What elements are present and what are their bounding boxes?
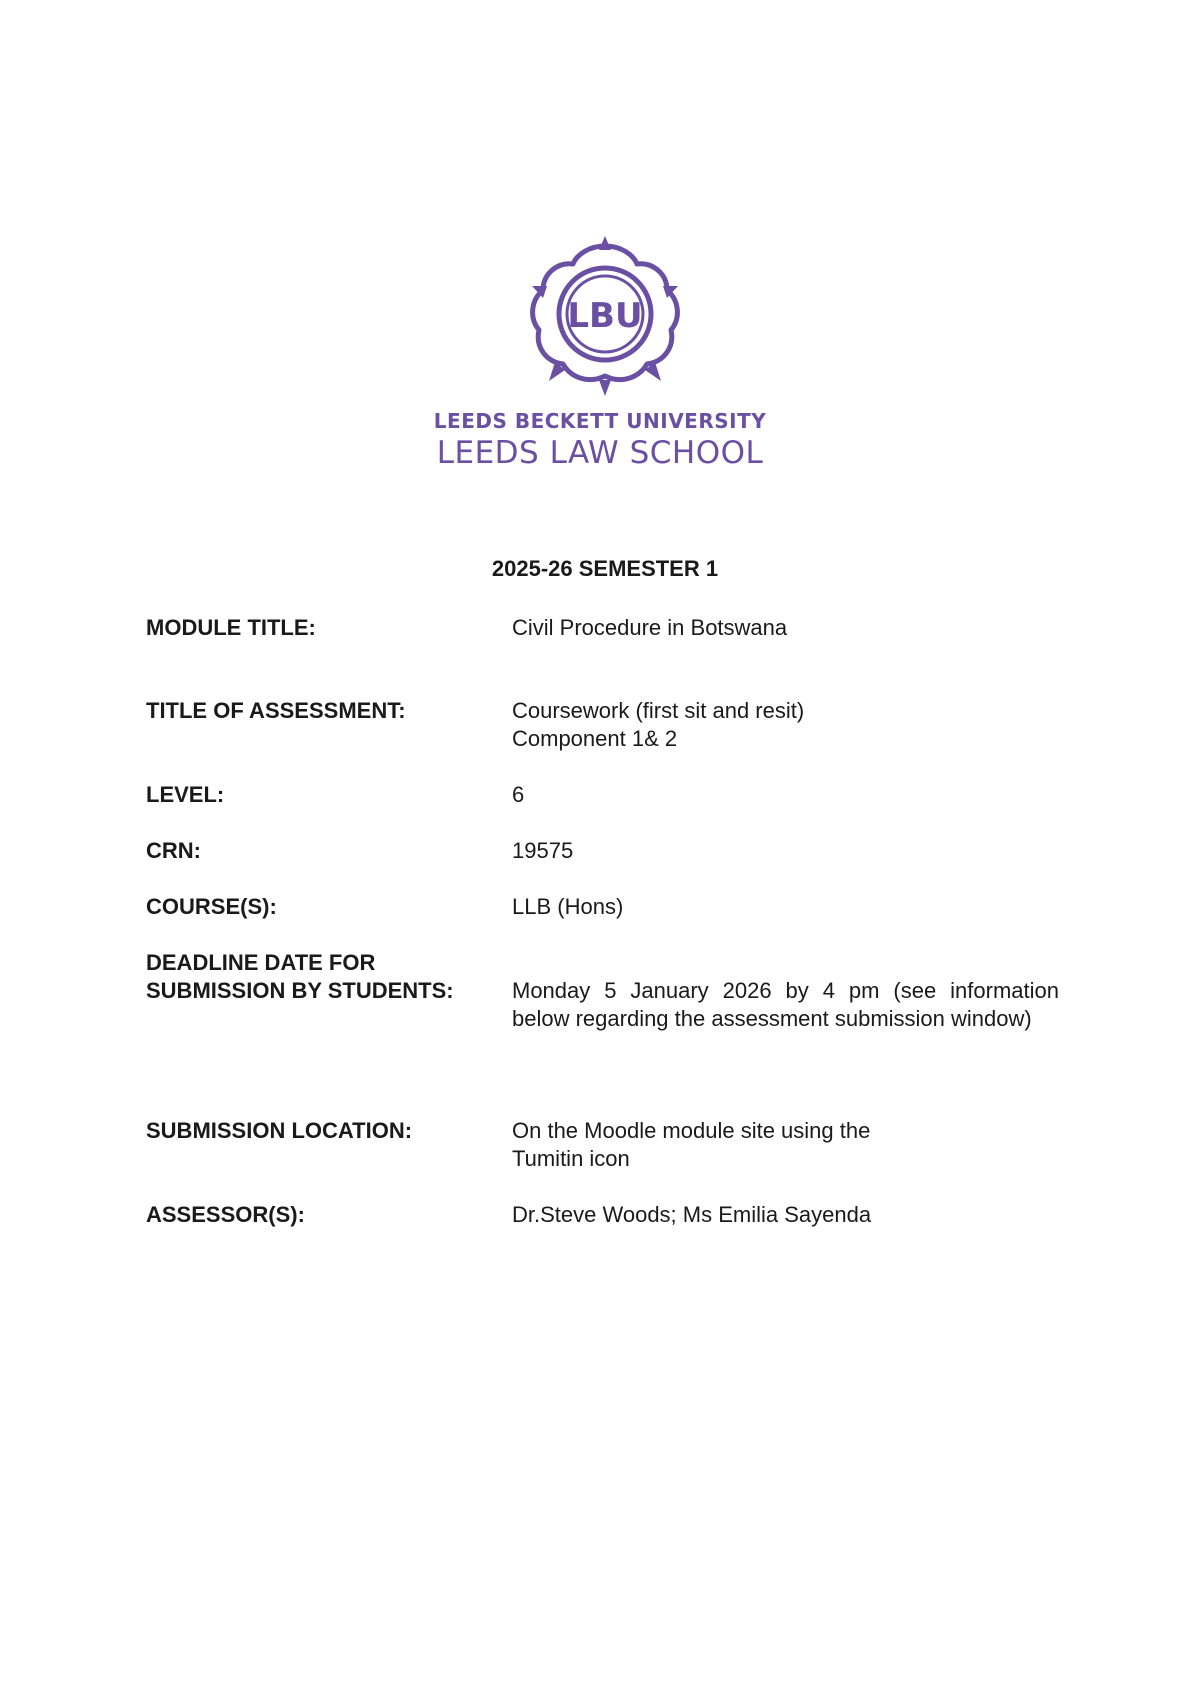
crn-label: CRN: (146, 838, 201, 863)
courses-label: COURSE(S): (146, 894, 277, 919)
deadline-value: Monday 5 January 2026 by 4 pm (see information below regarding the assessment submission window) (512, 978, 1059, 1031)
logo-university-name: LEEDS BECKETT UNIVERSITY (433, 409, 767, 433)
university-rose-logo-icon (525, 236, 685, 396)
submission-location-line-2: Tumitin icon (512, 1146, 630, 1171)
module-title-label: MODULE TITLE: (146, 615, 316, 640)
crn-value: 19575 (512, 838, 574, 863)
module-title-value: Civil Procedure in Botswana (512, 615, 788, 640)
deadline-label-line-1: DEADLINE DATE FOR (146, 950, 376, 975)
semester-heading: 2025-26 SEMESTER 1 (491, 556, 719, 581)
level-value: 6 (512, 782, 525, 807)
logo-monogram: LBU (567, 296, 643, 336)
deadline-label-line-2: SUBMISSION BY STUDENTS: (146, 978, 454, 1003)
level-label: LEVEL: (146, 782, 225, 807)
assessment-title-line-1: Coursework (first sit and resit) (512, 698, 805, 723)
submission-location-label: SUBMISSION LOCATION: (146, 1118, 413, 1143)
assessment-title-value (512, 697, 1059, 753)
assessment-title-label: TITLE OF ASSESSMENT: (146, 698, 406, 723)
deadline-label (146, 949, 506, 1005)
assessors-value: Dr.Steve Woods; Ms Emilia Sayenda (512, 1202, 872, 1227)
submission-location-line-1: On the Moodle module site using the (512, 1118, 871, 1143)
assessors-label: ASSESSOR(S): (146, 1202, 305, 1227)
submission-location-value (512, 1117, 1059, 1173)
assessment-title-line-2: Component 1& 2 (512, 726, 678, 751)
courses-value: LLB (Hons) (512, 894, 624, 919)
logo-school-name: LEEDS LAW SCHOOL (436, 435, 764, 471)
logo-wordmark (400, 408, 800, 472)
